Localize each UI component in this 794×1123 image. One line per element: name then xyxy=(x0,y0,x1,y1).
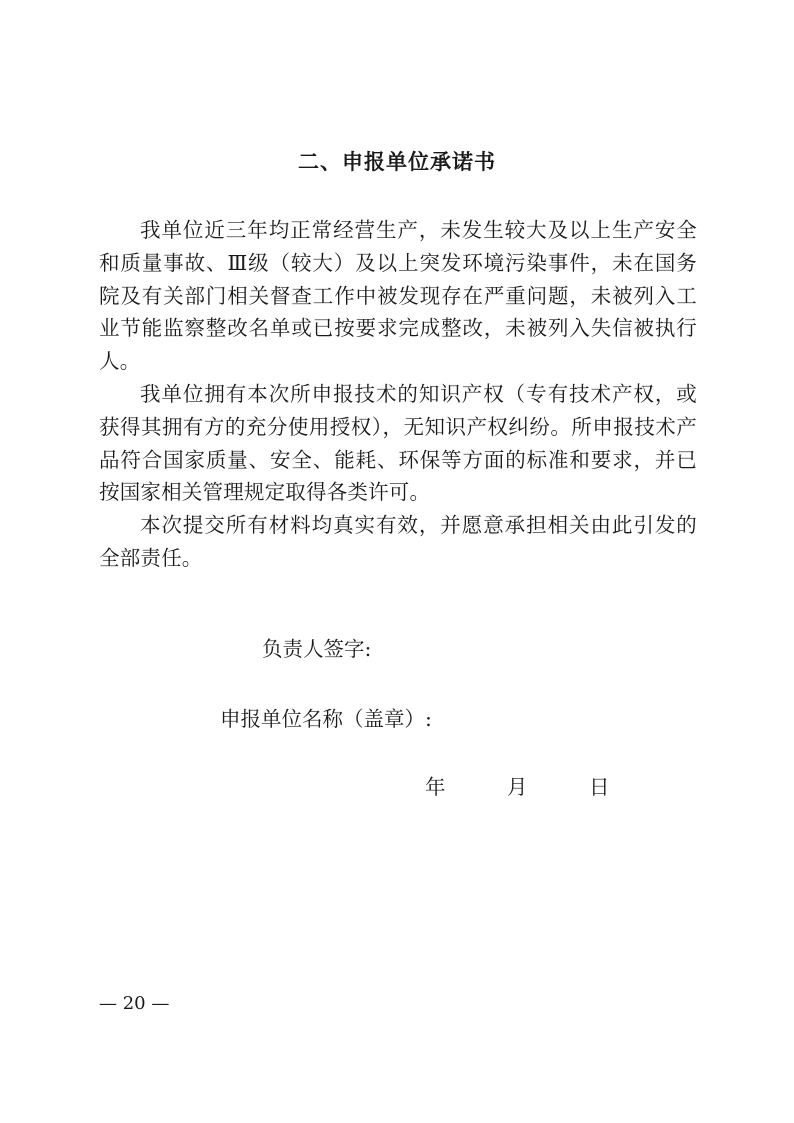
paragraph-responsibility: 本次提交所有材料均真实有效，并愿意承担相关由此引发的全部责任。 xyxy=(99,513,697,570)
document-body xyxy=(99,214,697,575)
paragraph-compliance: 我单位近三年均正常经营生产，未发生较大及以上生产安全和质量事故、Ⅲ级（较大）及以上突发环境污染事件，未在国务院及有关部门相关督查工作中被发现存在严重问题，未被列入工业节能监察整改名单或已按要求完成整改，未被列入失信被执行人。 xyxy=(99,218,697,374)
document-title: 二、申报单位承诺书 xyxy=(298,150,496,174)
unit-name-seal-label: 申报单位名称（盖章）: xyxy=(220,707,432,731)
paragraph-intellectual-property: 我单位拥有本次所申报技术的知识产权（专有技术产权，或获得其拥有方的充分使用授权），无知识产权纠纷。所申报技术产品符合国家质量、安全、能耗、环保等方面的标准和要求，并已按国家相关管理规定取得各类许可。 xyxy=(99,381,697,505)
date-label: 年 月 日 xyxy=(425,775,610,799)
page-number: — 20 — xyxy=(99,993,170,1014)
signer-label: 负责人签字: xyxy=(262,637,372,661)
